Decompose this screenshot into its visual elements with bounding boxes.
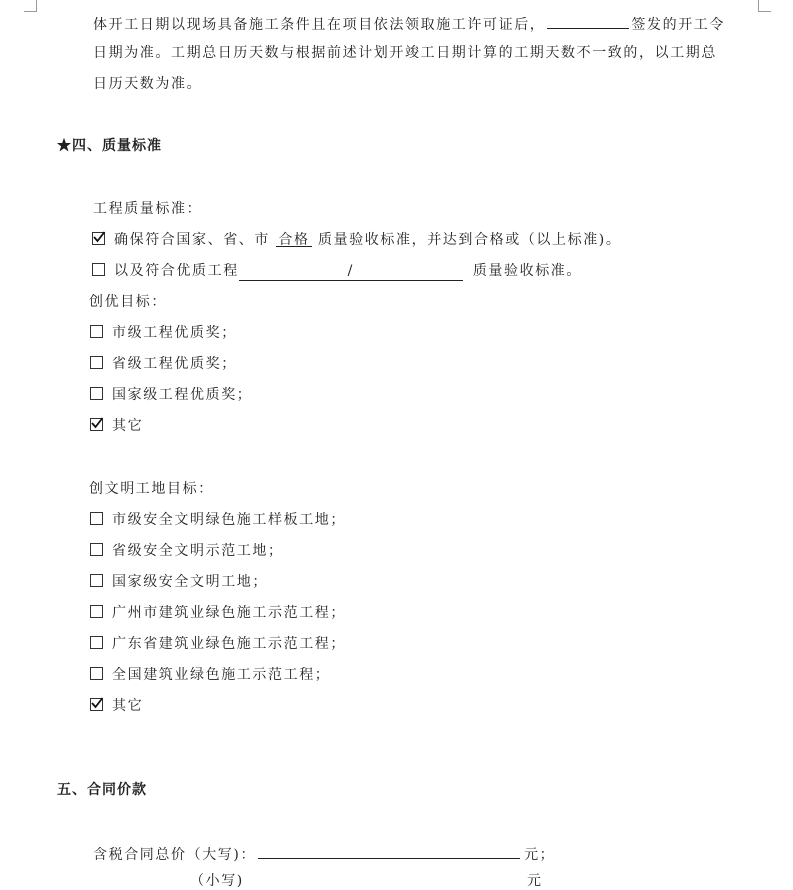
excellence-target-label: 创优目标： — [89, 294, 167, 310]
civilized-item-2 — [90, 540, 284, 560]
quality-excellent-field[interactable]: / — [239, 263, 463, 281]
civilized-item-1 — [90, 509, 346, 529]
quality-option-1-text-end: 质量验收标准，并达到合格或（以上标准)。 — [318, 232, 622, 248]
civilized-item-6-label: 全国建筑业绿色施工示范工程； — [112, 667, 331, 683]
excellence-item-3-checkbox[interactable] — [90, 387, 103, 400]
civilized-site-label: 创文明工地目标： — [89, 481, 214, 497]
excellence-item-3 — [90, 384, 252, 404]
excellence-item-3-label: 国家级工程优质奖； — [112, 387, 253, 403]
quality-option-2-text: 以及符合优质工程 — [114, 263, 239, 279]
quality-option-2-text-end: 质量验收标准。 — [472, 263, 583, 279]
civilized-item-6 — [90, 664, 330, 684]
excellence-item-2-label: 省级工程优质奖； — [112, 356, 237, 372]
civilized-item-3-checkbox[interactable] — [90, 574, 103, 587]
checkmark-icon — [92, 230, 106, 244]
price-small-unit: 元 — [527, 873, 543, 889]
section-4-title: 四、质量标准 — [72, 138, 162, 154]
excellence-item-2-checkbox[interactable] — [90, 356, 103, 369]
civilized-item-6-checkbox[interactable] — [90, 667, 103, 680]
price-caps-field[interactable] — [258, 841, 520, 859]
star-icon: ★ — [57, 138, 72, 154]
civilized-item-1-label: 市级安全文明绿色施工样板工地； — [112, 512, 346, 528]
quality-option-2 — [92, 260, 582, 281]
quality-option-1 — [92, 229, 621, 249]
civilized-item-7-label: 其它 — [112, 698, 144, 714]
quality-option-2-checkbox[interactable] — [92, 263, 105, 276]
paragraph-line-1-end: 签发的开工令 — [631, 17, 726, 33]
civilized-item-5-label: 广东省建筑业绿色施工示范工程； — [112, 636, 346, 652]
crop-mark-left-horizontal — [24, 11, 37, 12]
civilized-item-3-label: 国家级安全文明工地； — [112, 574, 268, 590]
price-small-row — [190, 870, 244, 890]
civilized-item-5 — [90, 633, 346, 653]
civilized-item-7-checkbox[interactable] — [90, 698, 103, 711]
issue-date-blank[interactable] — [547, 11, 629, 29]
paragraph-line-1 — [93, 11, 725, 34]
quality-option-1-text: 确保符合国家、省、市 — [114, 232, 270, 248]
excellence-item-1-checkbox[interactable] — [90, 325, 103, 338]
paragraph-line-2: 日期为准。工期总日历天数与根据前述计划开竣工日期计算的工期天数不一致的，以工期总 — [93, 45, 717, 61]
civilized-item-4-checkbox[interactable] — [90, 605, 103, 618]
section-4-heading — [57, 135, 162, 155]
excellence-item-4-checkbox[interactable] — [90, 418, 103, 431]
checkmark-icon — [90, 696, 104, 710]
quality-option-1-checkbox[interactable] — [92, 232, 105, 245]
civilized-item-1-checkbox[interactable] — [90, 512, 103, 525]
price-small-label: （小写) — [190, 873, 244, 889]
paragraph-line-1-text: 体开工日期以现场具备施工条件且在项目依法领取施工许可证后， — [93, 17, 546, 33]
civilized-item-4 — [90, 602, 346, 622]
civilized-item-5-checkbox[interactable] — [90, 636, 103, 649]
excellence-item-2 — [90, 353, 237, 373]
price-caps-label: 含税合同总价（大写)： — [93, 847, 257, 863]
crop-mark-right-horizontal — [758, 11, 771, 12]
price-caps-unit: 元； — [524, 847, 556, 863]
civilized-item-2-checkbox[interactable] — [90, 543, 103, 556]
excellence-item-1 — [90, 322, 237, 342]
civilized-item-2-label: 省级安全文明示范工地； — [112, 543, 284, 559]
civilized-item-4-label: 广州市建筑业绿色施工示范工程； — [112, 605, 346, 621]
checkmark-icon — [90, 416, 104, 430]
section-5-title: 五、合同价款 — [57, 782, 147, 798]
paragraph-line-3: 日历天数为准。 — [93, 76, 203, 92]
excellence-item-4-label: 其它 — [112, 418, 144, 434]
price-caps-row — [93, 841, 555, 864]
excellence-item-1-label: 市级工程优质奖； — [112, 325, 237, 341]
civilized-item-7 — [90, 695, 143, 715]
civilized-item-3 — [90, 571, 268, 591]
quality-standard-label: 工程质量标准： — [93, 201, 203, 217]
excellence-item-4 — [90, 415, 143, 435]
quality-level-field[interactable]: 合格 — [276, 229, 312, 247]
